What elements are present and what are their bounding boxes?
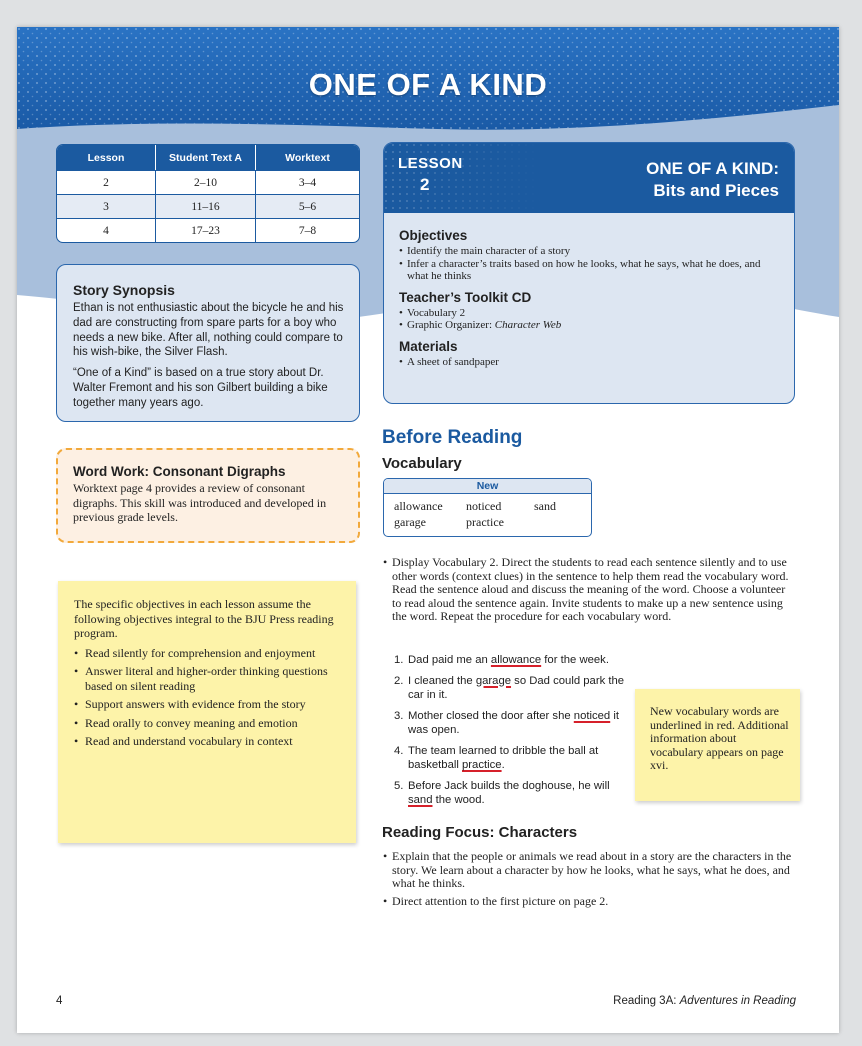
- column-header: Lesson: [87, 151, 125, 164]
- sentence-item: [394, 744, 632, 773]
- book-title: [613, 995, 796, 1007]
- sentence-text: Dad paid me an: [408, 654, 491, 666]
- sentence-number: 4.: [394, 744, 404, 757]
- lesson-body: [384, 213, 794, 368]
- sentence-text: for the week.: [541, 654, 609, 666]
- table-cell: 2–10: [155, 171, 255, 194]
- lesson-table-header: [57, 145, 359, 170]
- vocab-underlined-word: noticed: [573, 709, 611, 722]
- list-item: • Read and understand vocabulary in context: [74, 734, 334, 749]
- story-synopsis-box: [56, 264, 360, 422]
- sentence-item: [394, 709, 632, 738]
- list-item: [399, 319, 784, 332]
- lesson-title: ONE OF A KIND:: [646, 159, 779, 178]
- list-item: • Explain that the people or animals we read about in a story are the characters in the story. We learn about a character by how he looks, what he says, what he does, and what he thinks.: [383, 850, 795, 891]
- table-row: [57, 170, 359, 194]
- table-row: [57, 194, 359, 218]
- sentence-text: Before Jack builds the doghouse, he will: [408, 779, 610, 792]
- objectives-sticky-note: [58, 581, 356, 843]
- synopsis-paragraph: “One of a Kind” is based on a true story about Dr. Walter Fremont and his son Gilbert building a bike together many years ago.: [73, 367, 328, 409]
- note-intro: The specific objectives in each lesson assume the following objectives integral to the BJU Press reading program.: [74, 597, 334, 640]
- sentence-item: [394, 653, 632, 668]
- vocab-word: practice: [466, 515, 504, 529]
- reading-focus-heading: Reading Focus: Characters: [382, 824, 578, 841]
- sentence-text: the wood.: [432, 794, 485, 806]
- book-title-prefix: Reading 3A:: [613, 995, 680, 1007]
- list-item: • Infer a character’s traits based on how he looks, what he says, what he does, and what he thinks: [399, 258, 784, 283]
- word-work-text: Worktext page 4 provides a review of consonant digraphs. This skill was introduced and developed in previous grade levels.: [73, 481, 327, 524]
- list-item: • Answer literal and higher-order thinking questions based on silent reading: [74, 664, 334, 693]
- lesson-number: 2: [420, 175, 430, 194]
- vocab-underlined-word: sand: [408, 794, 433, 806]
- vocab-word: garage: [394, 515, 426, 529]
- sentence-number: 5.: [394, 779, 404, 792]
- note-list: [74, 646, 334, 749]
- sentence-text: .: [501, 759, 505, 771]
- table-cell: 5–6: [255, 195, 359, 218]
- vocab-word: allowance: [394, 499, 443, 513]
- table-cell: 2: [103, 176, 109, 189]
- word-work-box: [56, 448, 360, 543]
- list-item: • Direct attention to the first picture on page 2.: [383, 895, 795, 909]
- page-title: ONE OF A KIND: [308, 67, 548, 102]
- sentence-text: The team learned to dribble the ball at basketball: [408, 744, 599, 771]
- materials-list: [399, 356, 784, 369]
- column-header: Student Text A: [155, 145, 255, 170]
- toolkit-item-title: Character Web: [494, 319, 562, 331]
- table-cell: 3: [103, 200, 109, 213]
- vocab-underlined-word: allowance: [490, 654, 542, 666]
- sentence-number: 1.: [394, 654, 404, 666]
- vocab-underlined-word: garage: [475, 674, 512, 687]
- list-item: • Identify the main character of a story: [399, 245, 784, 258]
- reading-focus-list: [383, 850, 795, 912]
- toolkit-list: [399, 307, 784, 332]
- vocabulary-sentences: [394, 653, 632, 814]
- vocabulary-heading: Vocabulary: [382, 455, 462, 472]
- word-work-heading: Word Work: Consonant Digraphs: [73, 464, 286, 479]
- table-cell: 3–4: [255, 171, 359, 194]
- sentence-number: 2.: [394, 674, 404, 687]
- before-reading-heading: Before Reading: [382, 427, 523, 448]
- sentence-text: I cleaned the: [408, 674, 476, 687]
- column-header: Worktext: [255, 145, 359, 170]
- toolkit-heading: Teacher’s Toolkit CD: [399, 289, 532, 305]
- lesson-header: [384, 143, 794, 213]
- book-title-italic: Adventures in Reading: [679, 995, 796, 1007]
- synopsis-heading: Story Synopsis: [73, 282, 175, 298]
- lesson-label: LESSON: [398, 155, 463, 172]
- lesson-table: [56, 144, 360, 243]
- vocabulary-box-header: New: [384, 479, 591, 494]
- materials-heading: Materials: [399, 338, 458, 354]
- objectives-list: [399, 245, 784, 283]
- table-row: [57, 218, 359, 242]
- table-cell: 4: [103, 224, 109, 237]
- vocab-underlined-word: practice: [462, 759, 502, 771]
- page: [17, 27, 839, 1033]
- table-cell: 7–8: [255, 219, 359, 242]
- page-number: 4: [56, 995, 63, 1007]
- sentence-text: so Dad could park the car in it.: [408, 674, 625, 701]
- lesson-box: [383, 142, 795, 404]
- sentence-number: 3.: [394, 709, 404, 722]
- vocabulary-sticky-note: [635, 689, 800, 801]
- toolkit-item-prefix: Graphic Organizer:: [407, 319, 495, 331]
- objectives-heading: Objectives: [399, 228, 468, 243]
- sentence-text: Mother closed the door after she: [408, 709, 574, 722]
- list-item: • Read orally to convey meaning and emotion: [74, 716, 334, 731]
- lesson-header-texture: [384, 143, 544, 213]
- vocabulary-instructions: [383, 556, 795, 628]
- lesson-subtitle: Bits and Pieces: [653, 181, 779, 200]
- list-item: • Read silently for comprehension and enjoyment: [74, 646, 334, 661]
- synopsis-paragraph: Ethan is not enthusiastic about the bicycle he and his dad are constructing from spare parts for a boy who needs a new bike. After all, nothing could compare to his wish-bike, the Silver Flash.: [73, 302, 344, 359]
- list-item: • A sheet of sandpaper: [399, 356, 784, 369]
- sentence-item: [394, 779, 632, 808]
- table-cell: 17–23: [155, 219, 255, 242]
- list-item: • Support answers with evidence from the story: [74, 697, 334, 712]
- table-cell: 11–16: [155, 195, 255, 218]
- vocabulary-box: [383, 478, 592, 537]
- list-item: • Vocabulary 2: [399, 307, 784, 320]
- note-text: New vocabulary words are underlined in red. Additional information about vocabulary appears on page xvi.: [650, 704, 789, 772]
- sentence-item: [394, 674, 632, 703]
- list-item: • Display Vocabulary 2. Direct the students to read each sentence silently and to use other words (context clues) in the sentence to help them read the vocabulary word. Read the sentence aloud and discuss the meaning of the word. Choose a volunteer to read aloud the sentence again. Invite students to make up a new sentence using the word. Repeat the procedure for each vocabulary word.: [383, 556, 795, 624]
- vocab-word: noticed: [466, 499, 502, 513]
- vocab-word: sand: [534, 499, 556, 513]
- sentence-text: it was open.: [408, 709, 620, 736]
